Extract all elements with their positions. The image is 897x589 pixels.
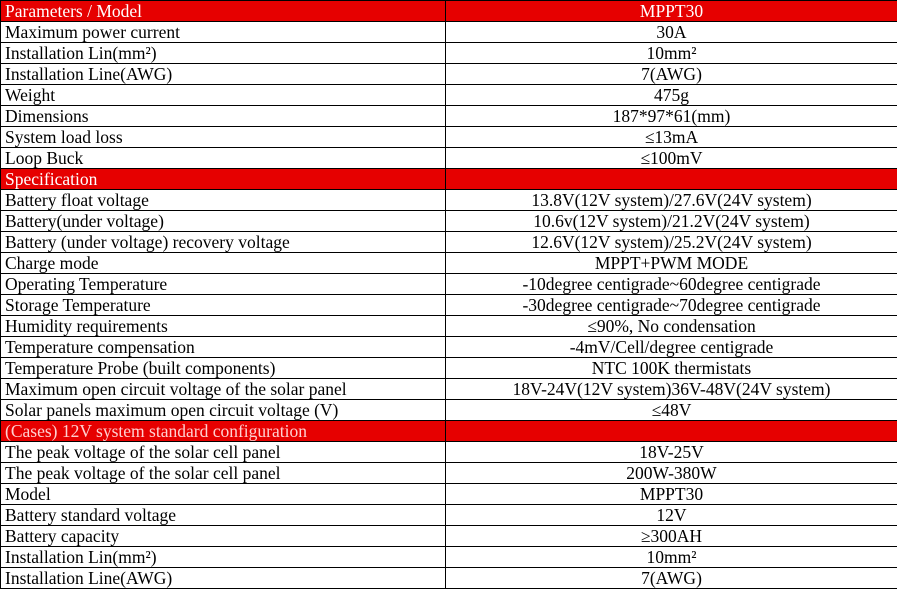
row-value: 7(AWG)	[446, 568, 897, 589]
table-row	[1, 85, 897, 106]
row-value: 10.6v(12V system)/21.2V(24V system)	[446, 211, 897, 232]
row-label: Installation Line(AWG)	[1, 568, 446, 589]
table-row	[1, 274, 897, 295]
row-value: 7(AWG)	[446, 64, 897, 85]
row-label: System load loss	[1, 127, 446, 148]
row-value: ≤13mA	[446, 127, 897, 148]
row-label: Solar panels maximum open circuit voltage (V)	[1, 400, 446, 421]
table-row	[1, 190, 897, 211]
row-value: ≤90%, No condensation	[446, 316, 897, 337]
row-value: 10mm²	[446, 547, 897, 568]
table-row	[1, 253, 897, 274]
row-label: Installation Line(AWG)	[1, 64, 446, 85]
section-title: Specification	[1, 169, 446, 190]
row-value: 12.6V(12V system)/25.2V(24V system)	[446, 232, 897, 253]
table-row	[1, 106, 897, 127]
row-label: Battery capacity	[1, 526, 446, 547]
row-value: MPPT30	[446, 484, 897, 505]
table-row	[1, 127, 897, 148]
row-value: ≤100mV	[446, 148, 897, 169]
section-blank	[446, 169, 897, 190]
row-label: Humidity requirements	[1, 316, 446, 337]
table-row	[1, 64, 897, 85]
table-row	[1, 211, 897, 232]
row-label: Dimensions	[1, 106, 446, 127]
row-label: Storage Temperature	[1, 295, 446, 316]
table-row	[1, 505, 897, 526]
table-row	[1, 43, 897, 64]
row-label: Installation Lin(mm²)	[1, 43, 446, 64]
row-label: Battery float voltage	[1, 190, 446, 211]
table-row	[1, 379, 897, 400]
row-value: NTC 100K thermistats	[446, 358, 897, 379]
table-row	[1, 547, 897, 568]
table-row	[1, 484, 897, 505]
row-label: Temperature compensation	[1, 337, 446, 358]
row-label: Operating Temperature	[1, 274, 446, 295]
row-label: Battery(under voltage)	[1, 211, 446, 232]
table-row	[1, 442, 897, 463]
row-label: Maximum open circuit voltage of the solar panel	[1, 379, 446, 400]
row-value: MPPT+PWM MODE	[446, 253, 897, 274]
section-header-standard-configuration	[1, 421, 897, 442]
row-value: -4mV/Cell/degree centigrade	[446, 337, 897, 358]
header-model: MPPT30	[446, 1, 897, 22]
table-row	[1, 337, 897, 358]
table-row	[1, 463, 897, 484]
table-row	[1, 316, 897, 337]
row-label: Model	[1, 484, 446, 505]
header-row	[1, 1, 897, 22]
table-row	[1, 526, 897, 547]
row-value: 10mm²	[446, 43, 897, 64]
spec-table-body	[1, 1, 897, 589]
row-value: 475g	[446, 85, 897, 106]
section-blank	[446, 421, 897, 442]
section-header-specification	[1, 169, 897, 190]
header-label: Parameters / Model	[1, 1, 446, 22]
row-value: 12V	[446, 505, 897, 526]
table-row	[1, 400, 897, 421]
row-value: 200W-380W	[446, 463, 897, 484]
table-row	[1, 232, 897, 253]
row-label: Battery standard voltage	[1, 505, 446, 526]
row-label: The peak voltage of the solar cell panel	[1, 442, 446, 463]
row-value: 18V-24V(12V system)36V-48V(24V system)	[446, 379, 897, 400]
table-row	[1, 295, 897, 316]
row-value: -10degree centigrade~60degree centigrade	[446, 274, 897, 295]
table-row	[1, 148, 897, 169]
row-value: 13.8V(12V system)/27.6V(24V system)	[446, 190, 897, 211]
row-value: ≤48V	[446, 400, 897, 421]
section-title: (Cases) 12V system standard configuration	[1, 421, 446, 442]
table-row	[1, 358, 897, 379]
row-label: Temperature Probe (built components)	[1, 358, 446, 379]
row-label: Charge mode	[1, 253, 446, 274]
table-row	[1, 568, 897, 589]
row-label: Battery (under voltage) recovery voltage	[1, 232, 446, 253]
row-value: 187*97*61(mm)	[446, 106, 897, 127]
row-value: -30degree centigrade~70degree centigrade	[446, 295, 897, 316]
row-value: 30A	[446, 22, 897, 43]
row-label: Installation Lin(mm²)	[1, 547, 446, 568]
row-label: Maximum power current	[1, 22, 446, 43]
row-label: The peak voltage of the solar cell panel	[1, 463, 446, 484]
row-label: Weight	[1, 85, 446, 106]
row-value: 18V-25V	[446, 442, 897, 463]
table-row	[1, 22, 897, 43]
row-label: Loop Buck	[1, 148, 446, 169]
row-value: ≥300AH	[446, 526, 897, 547]
